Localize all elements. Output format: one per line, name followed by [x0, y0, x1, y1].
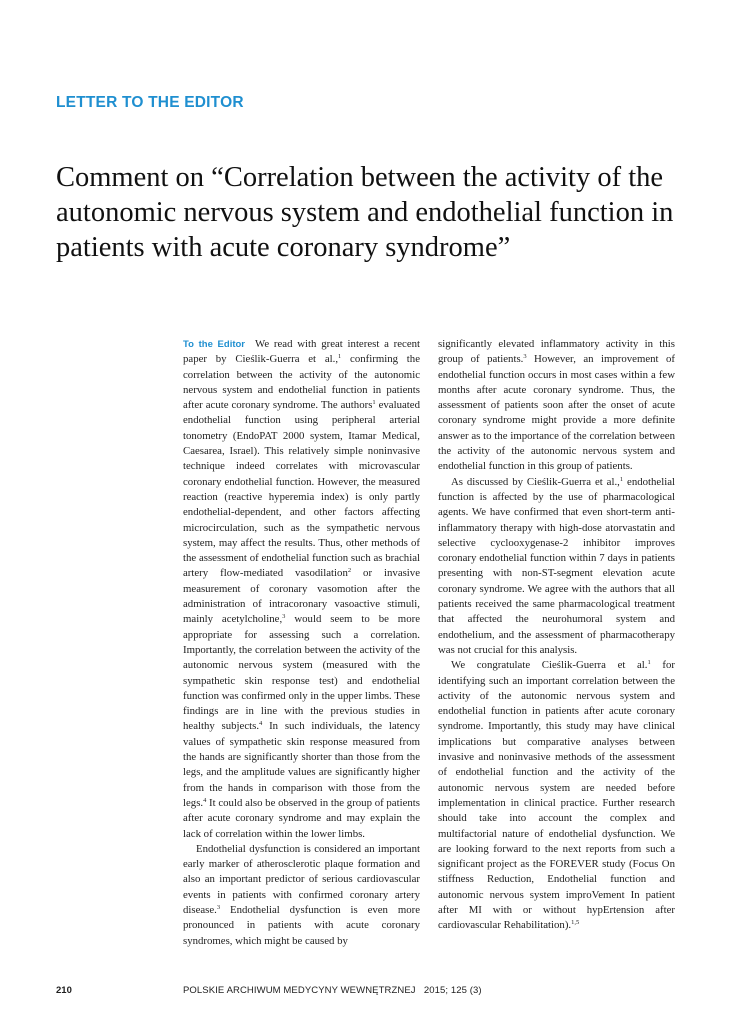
p1-text: In such individuals, the latency values of sympathetic skin response measured from the hands are significantly shorter than those from the legs, and the amplitude values are significantly higher from the hands in comparison with those from the legs.: [183, 720, 420, 809]
citation-ref: 4: [259, 720, 263, 728]
citation-ref: 1,5: [571, 919, 580, 927]
p4-text: for identifying such an important correlation between the activity of the autonomic nervous system and endothelial function in patients after acute coronary syndrome. Importantly, this study may have clinical implications but comparative analyses between invasive and noninvasive methods of the assessment of endothelial function and the activity of the autonomic nervous system are needed before implementation in clinical practice. Further research should take into account the complex and multifactorial nature of endothelial dysfunction. We are looking forward to the next reports from such a significant project as the FOREVER study (Focus On stiffness Reduction, Endothelial function and autonomic nervous system improVement In patient after MI with or without hypErtension after cardiovascular Rehabilitation).: [438, 659, 676, 932]
citation-ref: 3: [216, 903, 221, 911]
column-right: [438, 337, 675, 934]
p3-text: endothelial function is affected by the use of pharmacological agents. We have confirmed that even short-term anti-inflammatory therapy with high-dose atorvastatin and selective cyclooxygenase-2 inhibitor improves coronary endothelial function within 7 days in patients presenting with non-ST-segment elevation acute coronary syndrome. We agree with the authors that all patients received the same pharmacological treatment that affected the neurohumoral system and endothelium, and the assessment of pharmacotherapy was not crucial for this analysis.: [438, 475, 676, 656]
citation-ref: 1: [647, 659, 651, 667]
paragraph-3: [438, 475, 675, 659]
p1-text: confirming the correlation between the activity of the autonomic nervous system and endothelial function in patients after acute coronary syndrome. The authors: [183, 353, 420, 412]
paragraph-1: [183, 337, 420, 842]
p4-text: We congratulate Cieślik-Guerra et al.: [451, 659, 648, 672]
p2-text: Endothelial dysfunction is considered an important early marker of atherosclerotic plaque formation and also an important predictor of serious cardiovascular events in patients with confirmed coronary artery disease.: [183, 842, 420, 916]
citation-ref: 1: [338, 353, 342, 361]
citation-ref: 4: [203, 796, 207, 804]
column-left: [183, 337, 420, 949]
paragraph-2: [183, 842, 420, 949]
p3-text: As discussed by Cieślik-Guerra et al.,: [451, 475, 620, 488]
article-title: Comment on “Correlation between the activity of the autonomic nervous system and endothelial function in patients with acute coronary syndrome”: [56, 162, 674, 263]
paragraph-4: [438, 658, 675, 933]
p2-text: Endothelial dysfunction is even more pronounced in patients with acute coronary syndromes, which might be caused by: [183, 903, 420, 947]
p1-text: It could also be observed in the group of patients after acute coronary syndrome and may explain the lack of correlation within the lower limbs.: [183, 796, 420, 840]
letter-opener: To the Editor: [183, 339, 246, 350]
p1-text: We read with great interest a recent paper by Cieślik-Guerra et al.,: [183, 338, 421, 366]
page-number: 210: [56, 985, 72, 996]
citation-ref: 3: [523, 353, 527, 361]
p1-text: or invasive measurement of coronary vasomotion after the administration of intracoronary vasoactive stimuli, mainly acetylcholine,: [183, 567, 420, 626]
citation-ref: 1: [619, 475, 624, 483]
p2-text: significantly elevated inflammatory activity in this group of patients.: [438, 338, 675, 366]
paragraph-2-continued: [438, 337, 675, 475]
p1-text: evaluated endothelial function using peripheral arterial tonometry (EndoPAT 2000 system, Itamar Medical, Caesarea, Israel). This relatively simple noninvasive technique indeed correlates with microvascular coronary endothelial function. However, the measured reaction (reactive hyperemia index) is only partly endothelial-dependent, and other factors affecting microcirculation, such as the sympathetic nervous system, may affect the results. Thus, other methods of the assessment of endothelial function such as brachial artery flow-mediated vasodilation: [183, 399, 420, 580]
p1-text: would seem to be more appropriate for assessing such a correlation. Importantly, the correlation between the activity of the autonomic nervous system (measured with the sympathetic skin response test) and endothelial function was confirmed only in the upper limbs. These findings are in line with the previous studies in healthy subjects.: [183, 613, 420, 733]
citation-ref: 3: [282, 613, 286, 621]
citation-ref: 2: [347, 567, 352, 575]
section-label: LETTER TO THE EDITOR: [56, 94, 244, 111]
journal-citation: POLSKIE ARCHIWUM MEDYCYNY WEWNĘTRZNEJ 2015; 125 (3): [183, 985, 482, 996]
citation-ref: 1: [372, 399, 376, 407]
p2-text: However, an improvement of endothelial function occurs in most cases within a few months after acute coronary syndrome. Thus, the assessment of patients soon after the onset of acute coronary syndrome might provide a more definite answer as to the importance of the correlation between the activity of the autonomic nervous system and endothelial function in this group of patients.: [438, 353, 675, 473]
